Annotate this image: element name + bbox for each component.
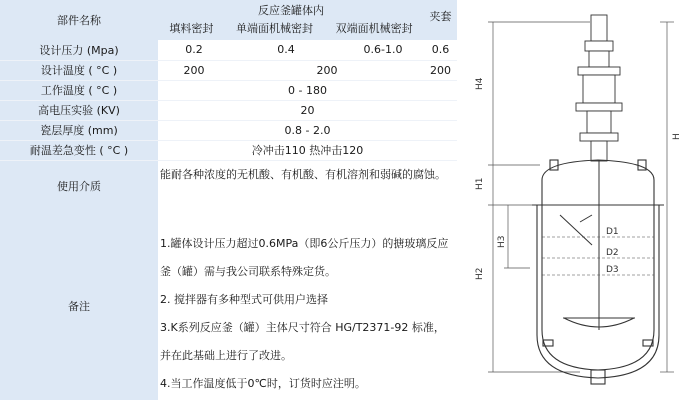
row-design-pressure-double: 0.6-1.0 bbox=[342, 40, 424, 60]
notes-label: 备注 bbox=[0, 212, 158, 400]
dim-label-h3: H3 bbox=[497, 235, 507, 248]
row-hv-test-label: 高电压实验 (KV) bbox=[0, 100, 158, 120]
dim-label-d1: D1 bbox=[606, 227, 619, 237]
vessel-body bbox=[532, 160, 664, 384]
dim-label-h: H bbox=[672, 133, 682, 140]
row-design-pressure-packing: 0.2 bbox=[158, 40, 230, 60]
header-col-double-mech-seal: 双端面机械密封 bbox=[335, 22, 413, 35]
header-group-label: 反应釜罐体内 bbox=[258, 4, 324, 17]
dim-label-d3: D3 bbox=[606, 265, 619, 275]
note-item: 3.K系列反应釜（罐）主体尺寸符合 HG/T2371-92 标准，并在此基础上进行了改进。 bbox=[160, 321, 445, 362]
header-col-packing-seal: 填料密封 bbox=[169, 22, 214, 35]
drive-assembly bbox=[576, 15, 622, 161]
dim-label-h4: H4 bbox=[475, 77, 485, 90]
header-seal-types bbox=[158, 20, 424, 36]
dim-label-d2: D2 bbox=[606, 248, 619, 258]
notes-cell bbox=[158, 212, 457, 400]
row-enamel-thickness-label: 瓷层厚度 (mm) bbox=[0, 120, 158, 140]
row-enamel-thickness-value: 0.8 - 2.0 bbox=[158, 120, 457, 140]
note-item: 1.罐体设计压力超过0.6MPa（即6公斤压力）的搪玻璃反应釜（罐）需与我公司联系特殊定货。 bbox=[160, 237, 449, 278]
row-design-pressure-jacket: 0.6 bbox=[424, 40, 457, 60]
usage-text: 能耐各种浓度的无机酸、有机酸、有机溶剂和弱碱的腐蚀。 bbox=[158, 160, 457, 212]
row-work-temp-value: 0 - 180 bbox=[158, 80, 457, 100]
row-design-temp-jacket: 200 bbox=[424, 60, 457, 80]
header-col-single-mech-seal: 单端面机械密封 bbox=[235, 22, 313, 35]
row-hv-test-value: 20 bbox=[158, 100, 457, 120]
row-work-temp-label: 工作温度 ( °C ) bbox=[0, 80, 158, 100]
row-design-temp-packing: 200 bbox=[158, 60, 230, 80]
row-thermal-shock-label: 耐温差急变性 ( °C ) bbox=[0, 140, 158, 160]
note-item: 4.当工作温度低于0℃时，订货时应注明。 bbox=[160, 377, 366, 390]
agitator bbox=[560, 160, 635, 330]
header-vessel-inner bbox=[158, 0, 424, 40]
row-design-pressure-label: 设计压力 (Mpa) bbox=[0, 40, 158, 60]
row-thermal-shock-value: 冷冲击110 热冲击120 bbox=[158, 140, 457, 160]
dim-label-h1: H1 bbox=[475, 177, 485, 190]
diameter-lines bbox=[542, 237, 654, 275]
note-item: 2. 搅拌器有多种型式可供用户选择 bbox=[160, 293, 328, 306]
row-design-pressure-single: 0.4 bbox=[230, 40, 342, 60]
row-design-temp-mech: 200 bbox=[230, 60, 424, 80]
reactor-drawing bbox=[460, 0, 690, 400]
header-part-name: 部件名称 bbox=[0, 0, 158, 40]
header-jacket: 夹套 bbox=[424, 0, 457, 40]
usage-label: 使用介质 bbox=[0, 160, 158, 212]
row-design-temp-label: 设计温度 ( °C ) bbox=[0, 60, 158, 80]
dim-label-h2: H2 bbox=[475, 267, 485, 280]
